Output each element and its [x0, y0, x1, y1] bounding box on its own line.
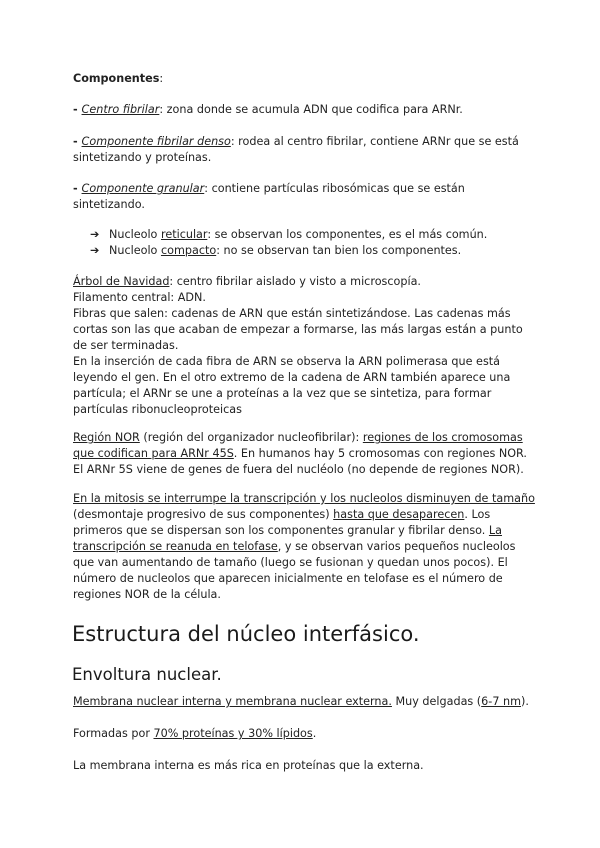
region-text: (región del organizador nucleofibrilar):: [139, 431, 363, 444]
item-dash: -: [73, 135, 82, 148]
region-term2: regiones de los cromosomas que codifican para ARNr 45S: [73, 431, 523, 460]
bullet-pre: Nucleolo: [109, 244, 161, 257]
region-nor-paragraph: [73, 430, 538, 478]
section-subtitle: Envoltura nuclear.: [72, 665, 222, 684]
bullet-text: : se observan los componentes, es el más común.: [207, 228, 488, 241]
arbol-paragraph: [73, 274, 538, 418]
bullet-nucleolo-compacto: [90, 243, 461, 259]
mitosis-u1: En la mitosis se interrumpe la transcripción y los nucleolos disminuyen de tamaño: [73, 492, 535, 505]
item-text: : zona donde se acumula ADN que codifica para ARNr.: [159, 103, 463, 116]
fibras-line: Fibras que salen: cadenas de ARN que están sintetizándose. Las cadenas más cortas son las que acaban de empezar a formarse, las más largas están a punto de ser terminadas.: [73, 307, 523, 352]
item-term: Centro fibrilar: [81, 103, 160, 116]
item-componente-granular: [73, 181, 538, 213]
membrana-text2: ).: [521, 695, 529, 708]
formadas-text2: .: [312, 727, 317, 740]
arrow-icon: ➔: [90, 244, 100, 257]
item-term: Componente fibrilar denso: [81, 135, 231, 148]
region-term: Región NOR: [73, 431, 140, 444]
item-dash: -: [73, 182, 82, 195]
section-title: Estructura del núcleo interfásico.: [72, 622, 420, 646]
membrana-text: Muy delgadas (: [391, 695, 482, 708]
item-componente-fibrilar-denso: [73, 134, 538, 166]
region-text2: . En humanos hay 5 cromosomas con regiones NOR. El ARNr 5S viene de genes de fuera del nucléolo (no depende de regiones NOR).: [73, 447, 527, 476]
mitosis-t3: , y se observan varios pequeños nucleolos que van aumentando de tamaño (luego se fusionan y quedan unos pocos). El número de nucleolos que aparecen inicialmente en telofase es el número de regiones NOR de la célula.: [73, 540, 516, 601]
item-term: Componente granular: [81, 182, 205, 195]
membrana-interna-paragraph: La membrana interna es más rica en proteínas que la externa.: [73, 759, 424, 772]
membrana-term: Membrana nuclear interna y membrana nuclear externa.: [73, 695, 392, 708]
componentes-title: Componentes: [73, 72, 160, 85]
mitosis-t2: . Los primeros que se dispersan son los componentes granular y fibrilar denso.: [73, 508, 491, 537]
formadas-text: Formadas por: [73, 727, 154, 740]
item-text: : contiene partículas ribosómicas que se están sintetizando.: [73, 182, 465, 211]
filamento-line: Filamento central: ADN.: [73, 291, 206, 304]
bullet-term: reticular: [160, 228, 208, 241]
item-text: : rodea al centro fibrilar, contiene ARNr que se está sintetizando y proteínas.: [73, 135, 519, 164]
item-centro-fibrilar: [73, 102, 538, 118]
bullet-text: : no se observan tan bien los componentes.: [216, 244, 462, 257]
membrana-size: 6-7 nm: [481, 695, 521, 708]
formadas-term: 70% proteínas y 30% lípidos: [153, 727, 313, 740]
bullet-term: compacto: [160, 244, 217, 257]
insercion-line: En la inserción de cada fibra de ARN se observa la ARN polimerasa que está leyendo el gen. En el otro extremo de la cadena de ARN también aparece una partícula; el ARNr se une a proteínas a la vez que se sintetiza, para formar partículas ribonucleoproteicas: [73, 355, 511, 416]
mitosis-u2: hasta que desaparecen: [333, 508, 465, 521]
arbol-term: Árbol de Navidad: [73, 275, 170, 288]
arbol-line: [73, 274, 538, 290]
formadas-paragraph: [73, 726, 538, 742]
arbol-text: : centro fibrilar aislado y visto a microscopía.: [169, 275, 421, 288]
item-dash: -: [73, 103, 82, 116]
membrana-paragraph: [73, 694, 538, 710]
heading-colon: :: [159, 72, 164, 85]
arrow-icon: ➔: [90, 228, 100, 241]
bullet-nucleolo-reticular: [90, 227, 487, 243]
mitosis-t1: (desmontaje progresivo de sus componentes): [73, 508, 334, 521]
bullet-pre: Nucleolo: [109, 228, 161, 241]
mitosis-paragraph: [73, 491, 538, 603]
mitosis-u3: La transcripción se reanuda en telofase: [73, 524, 503, 553]
componentes-heading: [73, 71, 538, 87]
